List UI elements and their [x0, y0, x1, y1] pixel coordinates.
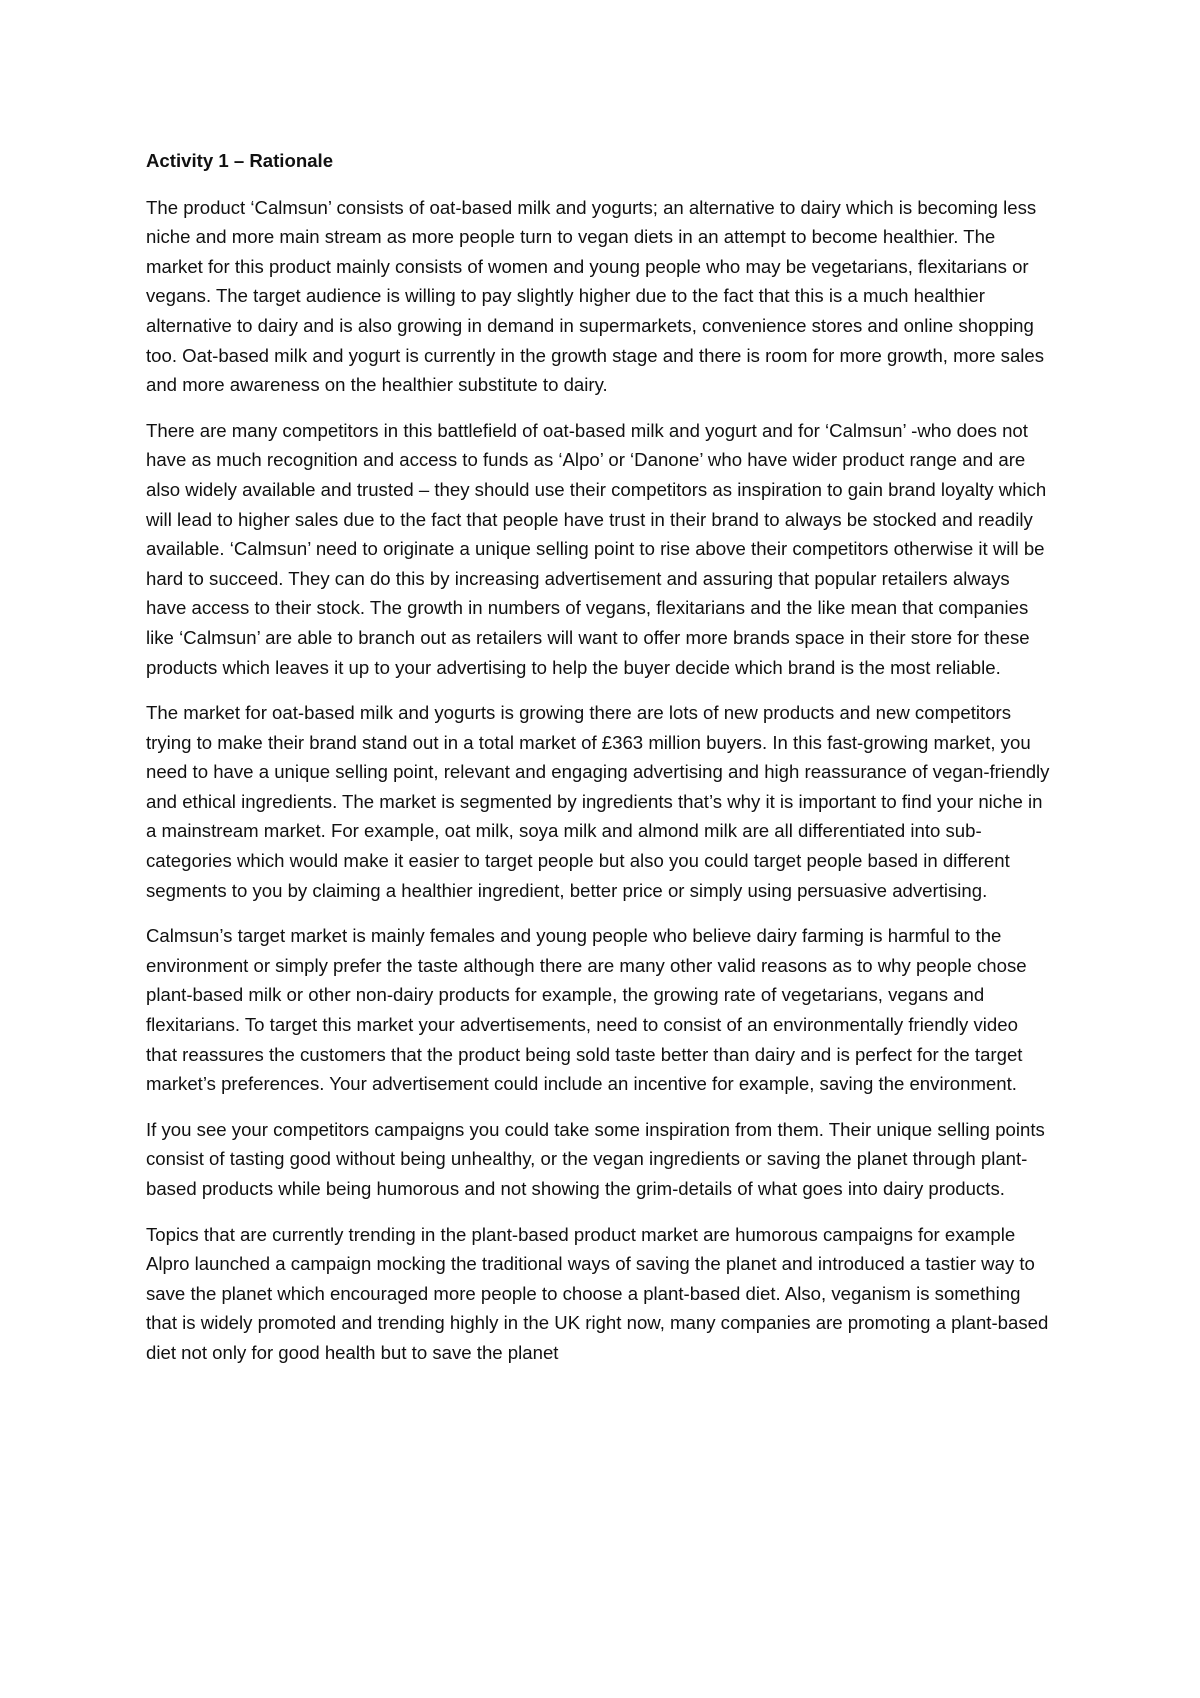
paragraph-market: The market for oat-based milk and yogurts is growing there are lots of new products and new competitors trying to make their brand stand out in a total market of £363 million buyers. In this fast-growing market, you need to have a unique selling point, relevant and engaging advertising and high reassurance of vegan-friendly and ethical ingredients. The market is segmented by ingredients that’s why it is important to find your niche in a mainstream market. For example, oat milk, soya milk and almond milk are all differentiated into sub-categories which would make it easier to target people but also you could target people based in different segments to you by claiming a healthier ingredient, better price or simply using persuasive advertising.: [146, 702, 1050, 901]
document-body: [146, 146, 1054, 1384]
paragraph-target-market: Calmsun’s target market is mainly females and young people who believe dairy farming is harmful to the environment or simply prefer the taste although there are many other valid reasons as to why people chose plant-based milk or other non-dairy products for example, the growing rate of vegetarians, vegans and flexitarians. To target this market your advertisements, need to consist of an environmentally friendly video that reassures the customers that the product being sold taste better than dairy and is perfect for the target market’s preferences. Your advertisement could include an incentive for example, saving the environment.: [146, 925, 1027, 1095]
paragraph-product: The product ‘Calmsun’ consists of oat-based milk and yogurts; an alternative to dairy which is becoming less niche and more main stream as more people turn to vegan diets in an attempt to become healthier. The market for this product mainly consists of women and young people who may be vegetarians, flexitarians or vegans. The target audience is willing to pay slightly higher due to the fact that this is a much healthier alternative to dairy and is also growing in demand in supermarkets, convenience stores and online shopping too. Oat-based milk and yogurt is currently in the growth stage and there is room for more growth, more sales and more awareness on the healthier substitute to dairy.: [146, 196, 1045, 396]
paragraph-competitors: There are many competitors in this battlefield of oat-based milk and yogurt and for ‘Calmsun’ -who does not have as much recognition and access to funds as ‘Alpo’ or ‘Danone’ who have wider product range and are also widely available and trusted – they should use their competitors as inspiration to gain brand loyalty which will lead to higher sales due to the fact that people have trust in their brand to always be stocked and readily available. ‘Calmsun’ need to originate a unique selling point to rise above their competitors otherwise it will be hard to succeed. They can do this by increasing advertisement and assuring that popular retailers always have access to their stock. The growth in numbers of vegans, flexitarians and the like mean that companies like ‘Calmsun’ are able to branch out as retailers will want to offer more brands space in their store for these products which leaves it up to your advertising to help the buyer decide which brand is the most reliable.: [146, 419, 1047, 678]
page-title: Activity 1 – Rationale: [146, 150, 334, 171]
paragraph-campaigns: If you see your competitors campaigns you could take some inspiration from them. Their unique selling points consist of tasting good without being unhealthy, or the vegan ingredients or saving the planet through plant-based products while being humorous and not showing the grim-details of what goes into dairy products.: [146, 1118, 1045, 1199]
paragraph-trending-topics: Topics that are currently trending in the plant-based product market are humorous campaigns for example Alpro launched a campaign mocking the traditional ways of saving the planet and introduced a tastier way to save the planet which encouraged more people to choose a plant-based diet. Also, veganism is something that is widely promoted and trending highly in the UK right now, many companies are promoting a plant-based diet not only for good health but to save the planet: [146, 1223, 1049, 1363]
